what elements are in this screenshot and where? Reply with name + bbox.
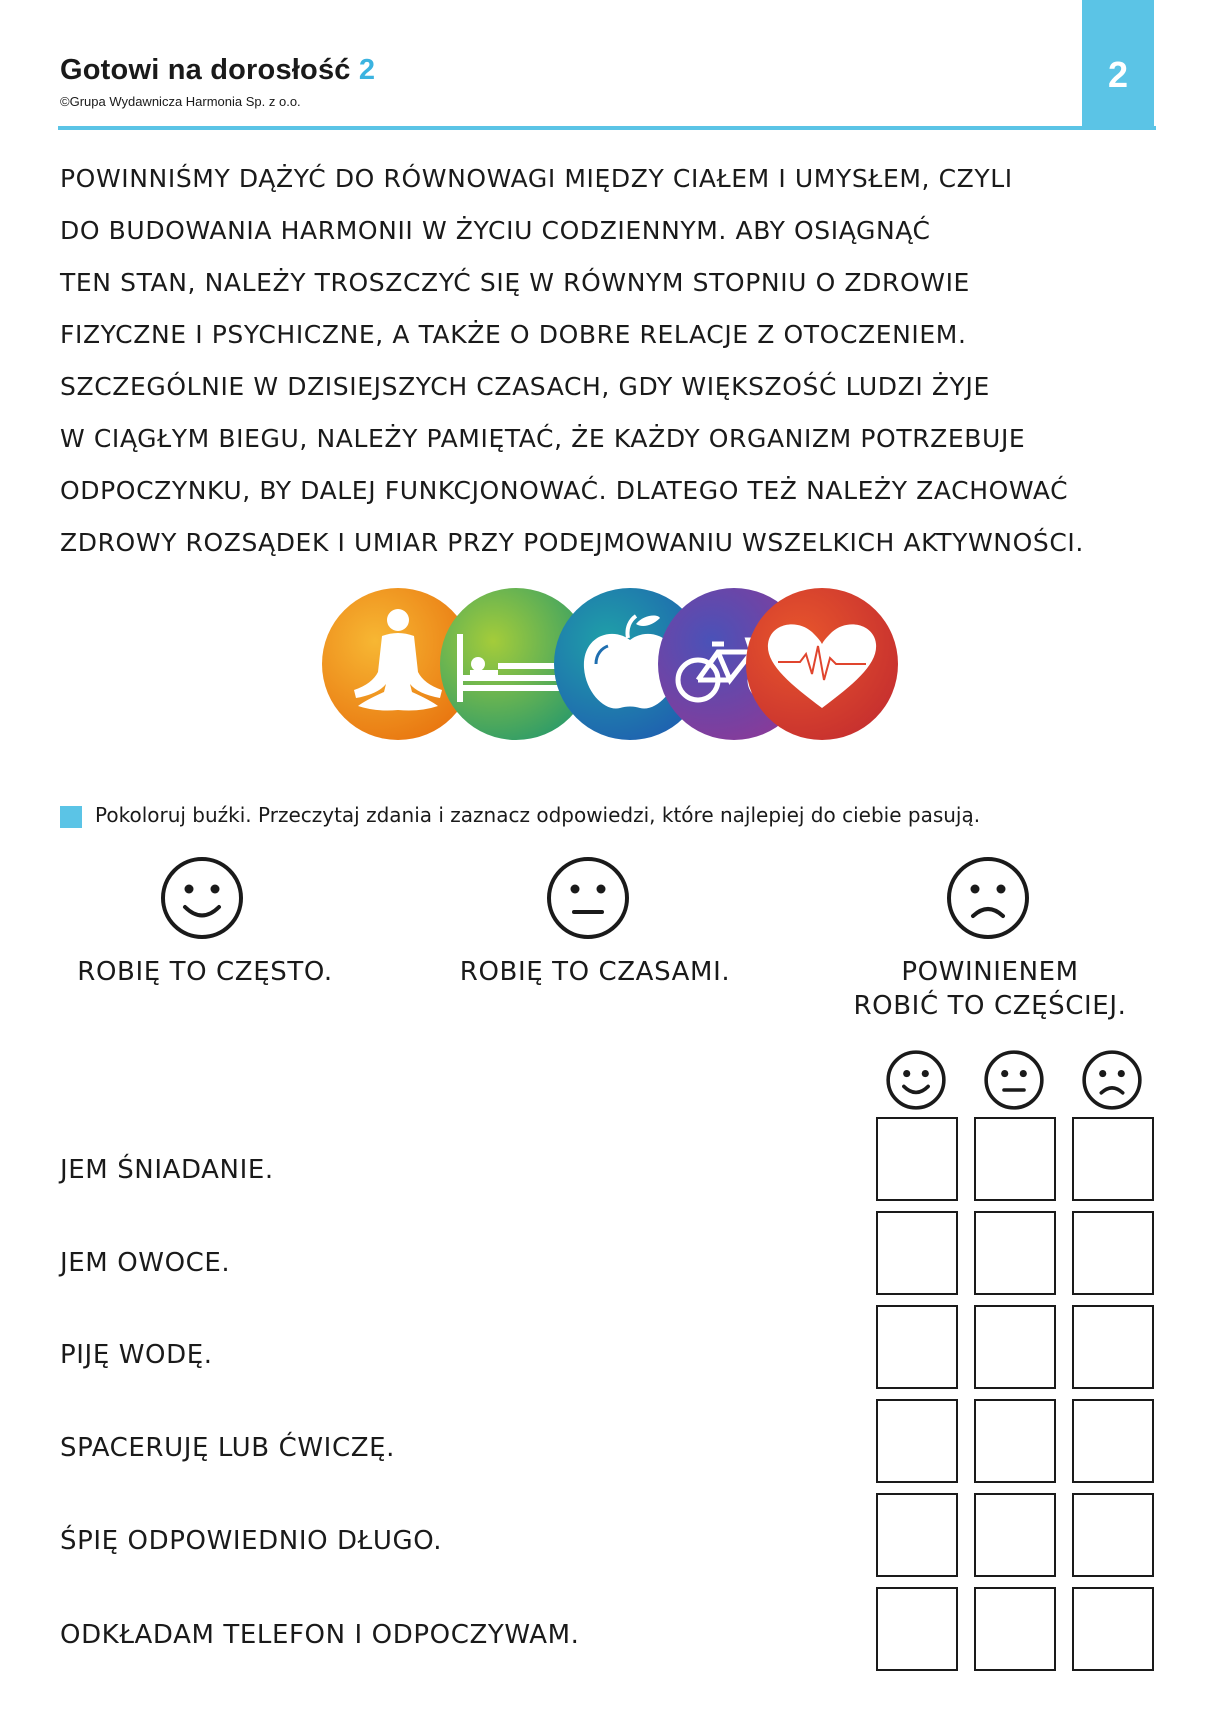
intro-line: DO BUDOWANIA HARMONII W ŻYCIU CODZIENNYM. ABY OSIĄGNĄĆ [60, 216, 931, 245]
answer-box-often[interactable] [876, 1211, 958, 1295]
title-number: 2 [358, 54, 376, 86]
intro-line: POWINNIŚMY DĄŻYĆ DO RÓWNOWAGI MIĘDZY CIAŁEM I UMYSŁEM, CZYLI [60, 164, 1013, 193]
neutral-face-icon [546, 856, 630, 940]
intro-line: TEN STAN, NALEŻY TROSZCZYĆ SIĘ W RÓWNYM STOPNIU O ZDROWIE [60, 268, 970, 297]
legend-should-line: POWINIENEM [901, 957, 1079, 987]
intro-paragraph [60, 153, 1170, 569]
legend-sometimes-label: ROBIĘ TO CZASAMI. [459, 957, 731, 987]
answer-box-sometimes[interactable] [974, 1305, 1056, 1389]
answer-box-sometimes[interactable] [974, 1399, 1056, 1483]
answer-box-should[interactable] [1072, 1399, 1154, 1483]
legend-should-label [820, 955, 1160, 1023]
statement-label: JEM ŚNIADANIE. [60, 1155, 274, 1185]
intro-line: SZCZEGÓLNIE W DZISIEJSZYCH CZASACH, GDY WIĘKSZOŚĆ LUDZI ŻYJE [60, 372, 990, 401]
statement-label: ODKŁADAM TELEFON I ODPOCZYWAM. [60, 1620, 580, 1650]
legend-often-label: ROBIĘ TO CZĘSTO. [77, 957, 333, 987]
wellness-icons [320, 584, 900, 744]
intro-line: W CIĄGŁYM BIEGU, NALEŻY PAMIĘTAĆ, ŻE KAŻDY ORGANIZM POTRZEBUJE [60, 424, 1026, 453]
intro-line: ODPOCZYNKU, BY DALEJ FUNKCJONOWAĆ. DLATEGO TEŻ NALEŻY ZACHOWAĆ [60, 476, 1069, 505]
happy-face-icon [886, 1050, 946, 1110]
copyright: ©Grupa Wydawnicza Harmonia Sp. z o.o. [60, 94, 301, 109]
statement-label: ŚPIĘ ODPOWIEDNIO DŁUGO. [60, 1526, 443, 1556]
answer-box-often[interactable] [876, 1117, 958, 1201]
intro-line: ZDROWY ROZSĄDEK I UMIAR PRZY PODEJMOWANIU WSZELKICH AKTYWNOŚCI. [60, 528, 1084, 557]
legend-should-line: ROBIĆ TO CZĘŚCIEJ. [853, 991, 1127, 1021]
answer-box-should[interactable] [1072, 1305, 1154, 1389]
answer-box-should[interactable] [1072, 1211, 1154, 1295]
task-marker [60, 806, 82, 828]
statement-label: JEM OWOCE. [60, 1248, 231, 1278]
answer-box-sometimes[interactable] [974, 1587, 1056, 1671]
sad-face-icon [1082, 1050, 1142, 1110]
answer-box-sometimes[interactable] [974, 1117, 1056, 1201]
neutral-face-icon [984, 1050, 1044, 1110]
sad-face-icon [946, 856, 1030, 940]
header-divider [58, 126, 1156, 130]
page-number: 2 [1107, 54, 1129, 95]
page-title [60, 54, 375, 87]
happy-face-icon [160, 856, 244, 940]
answer-box-should[interactable] [1072, 1493, 1154, 1577]
task-instruction: Pokoloruj buźki. Przeczytaj zdania i zaznacz odpowiedzi, które najlepiej do ciebie pasują. [95, 803, 981, 827]
intro-line: FIZYCZNE I PSYCHICZNE, A TAKŻE O DOBRE RELACJE Z OTOCZENIEM. [60, 320, 967, 349]
statement-label: SPACERUJĘ LUB ĆWICZĘ. [60, 1433, 395, 1463]
title-text: Gotowi na dorosłość [60, 54, 351, 86]
heart-icon [746, 588, 898, 740]
answer-box-often[interactable] [876, 1493, 958, 1577]
answer-box-should[interactable] [1072, 1587, 1154, 1671]
answer-box-often[interactable] [876, 1399, 958, 1483]
statement-label: PIJĘ WODĘ. [60, 1340, 213, 1370]
answer-box-sometimes[interactable] [974, 1211, 1056, 1295]
answer-box-often[interactable] [876, 1305, 958, 1389]
answer-box-sometimes[interactable] [974, 1493, 1056, 1577]
answer-box-often[interactable] [876, 1587, 958, 1671]
answer-box-should[interactable] [1072, 1117, 1154, 1201]
